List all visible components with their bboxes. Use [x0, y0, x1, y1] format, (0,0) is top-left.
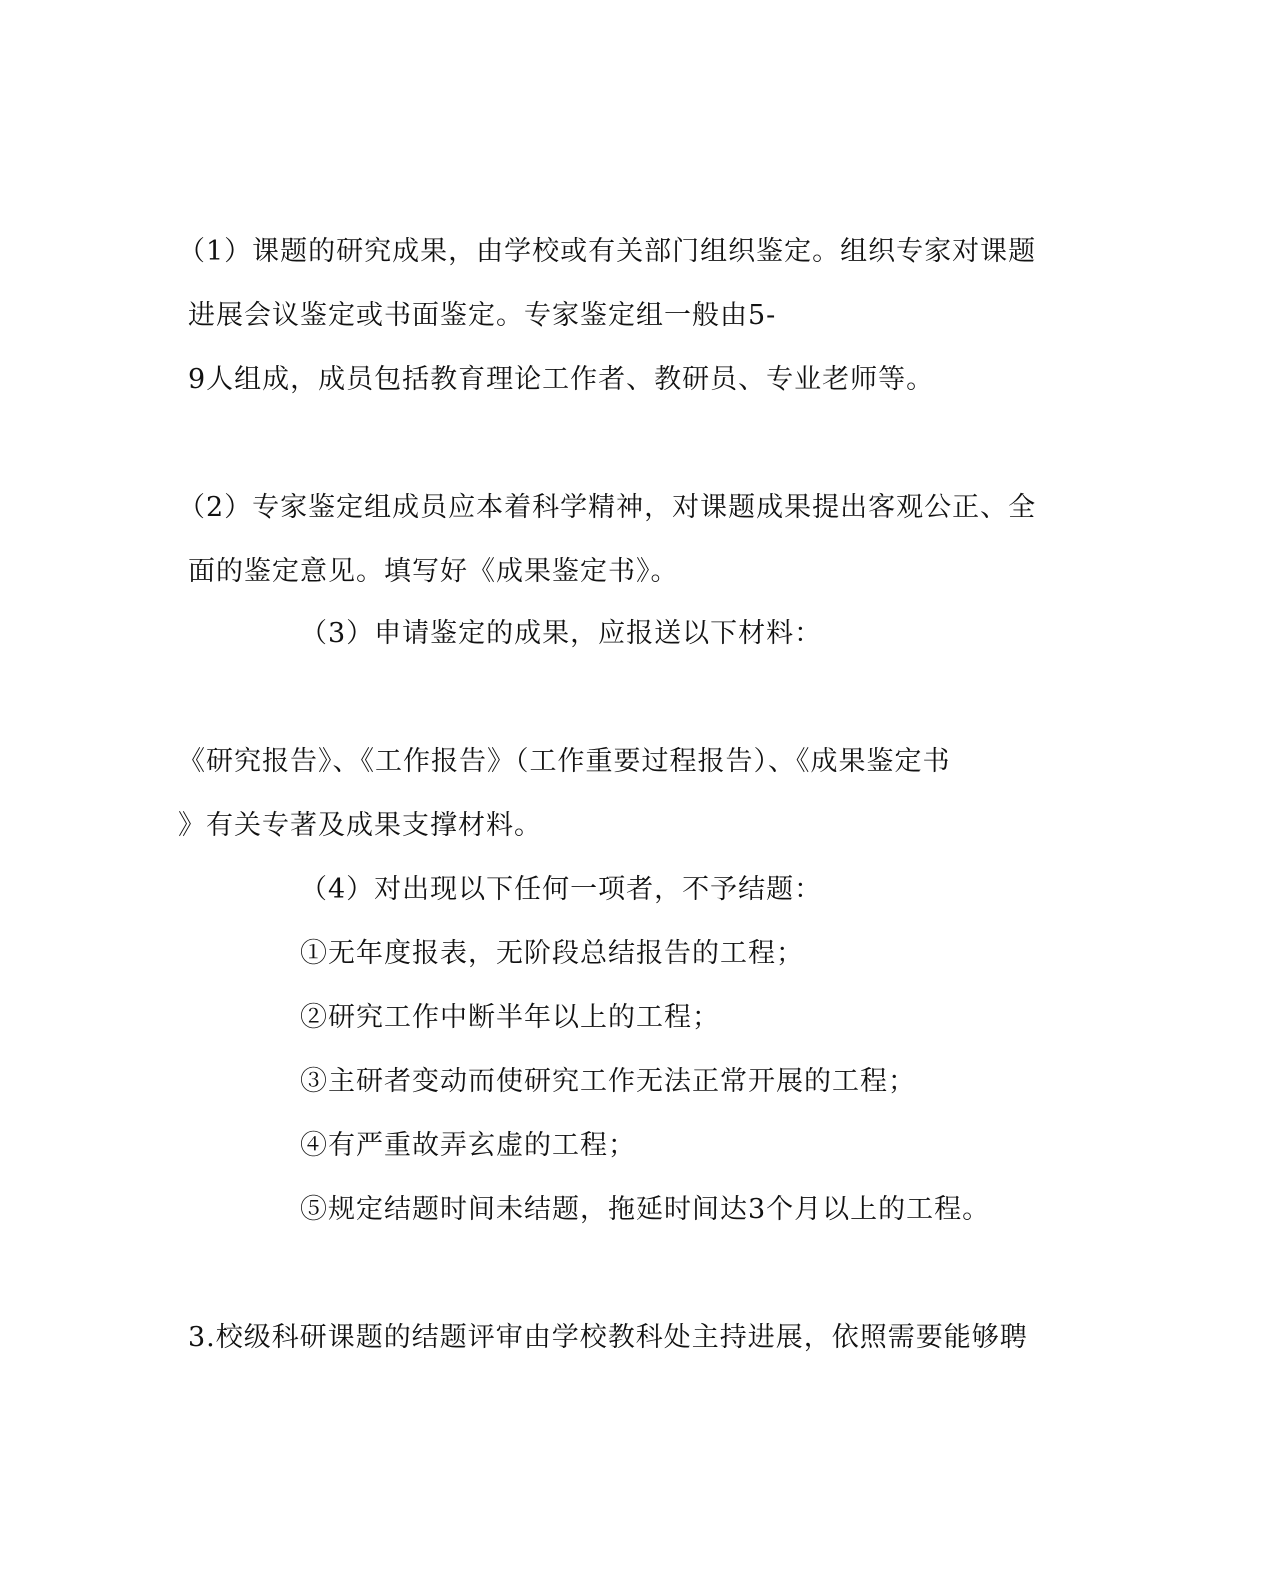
paragraph-4-line-1: 《研究报告》、《工作报告》（工作重要过程报告）、《成果鉴定书 [178, 746, 951, 777]
list-item-4: ④有严重故弄玄虚的工程； [300, 1130, 636, 1161]
paragraph-1-line-1: （1）课题的研究成果，由学校或有关部门组织鉴定。组织专家对课题 [178, 236, 1037, 267]
list-item-5: ⑤规定结题时间未结题，拖延时间达3个月以上的工程。 [300, 1194, 991, 1225]
list-item-1: ①无年度报表，无阶段总结报告的工程； [300, 938, 804, 969]
paragraph-1-line-3: 9人组成，成员包括教育理论工作者、教研员、专业老师等。 [188, 364, 935, 395]
paragraph-5-line-1: （4）对出现以下任何一项者，不予结题： [300, 874, 823, 905]
list-item-3: ③主研者变动而使研究工作无法正常开展的工程； [300, 1066, 916, 1097]
paragraph-2-line-2: 面的鉴定意见。填写好《成果鉴定书》。 [188, 556, 679, 587]
paragraph-6-line-1: 3.校级科研课题的结题评审由学校教科处主持进展，依照需要能够聘 [188, 1322, 1028, 1353]
paragraph-4-line-2: 》有关专著及成果支撑材料。 [178, 810, 542, 841]
paragraph-3-line-1: （3）申请鉴定的成果，应报送以下材料： [300, 618, 823, 649]
list-item-2: ②研究工作中断半年以上的工程； [300, 1002, 720, 1033]
paragraph-2-line-1: （2）专家鉴定组成员应本着科学精神，对课题成果提出客观公正、全 [178, 492, 1037, 523]
paragraph-1-line-2: 进展会议鉴定或书面鉴定。专家鉴定组一般由5- [188, 300, 777, 331]
